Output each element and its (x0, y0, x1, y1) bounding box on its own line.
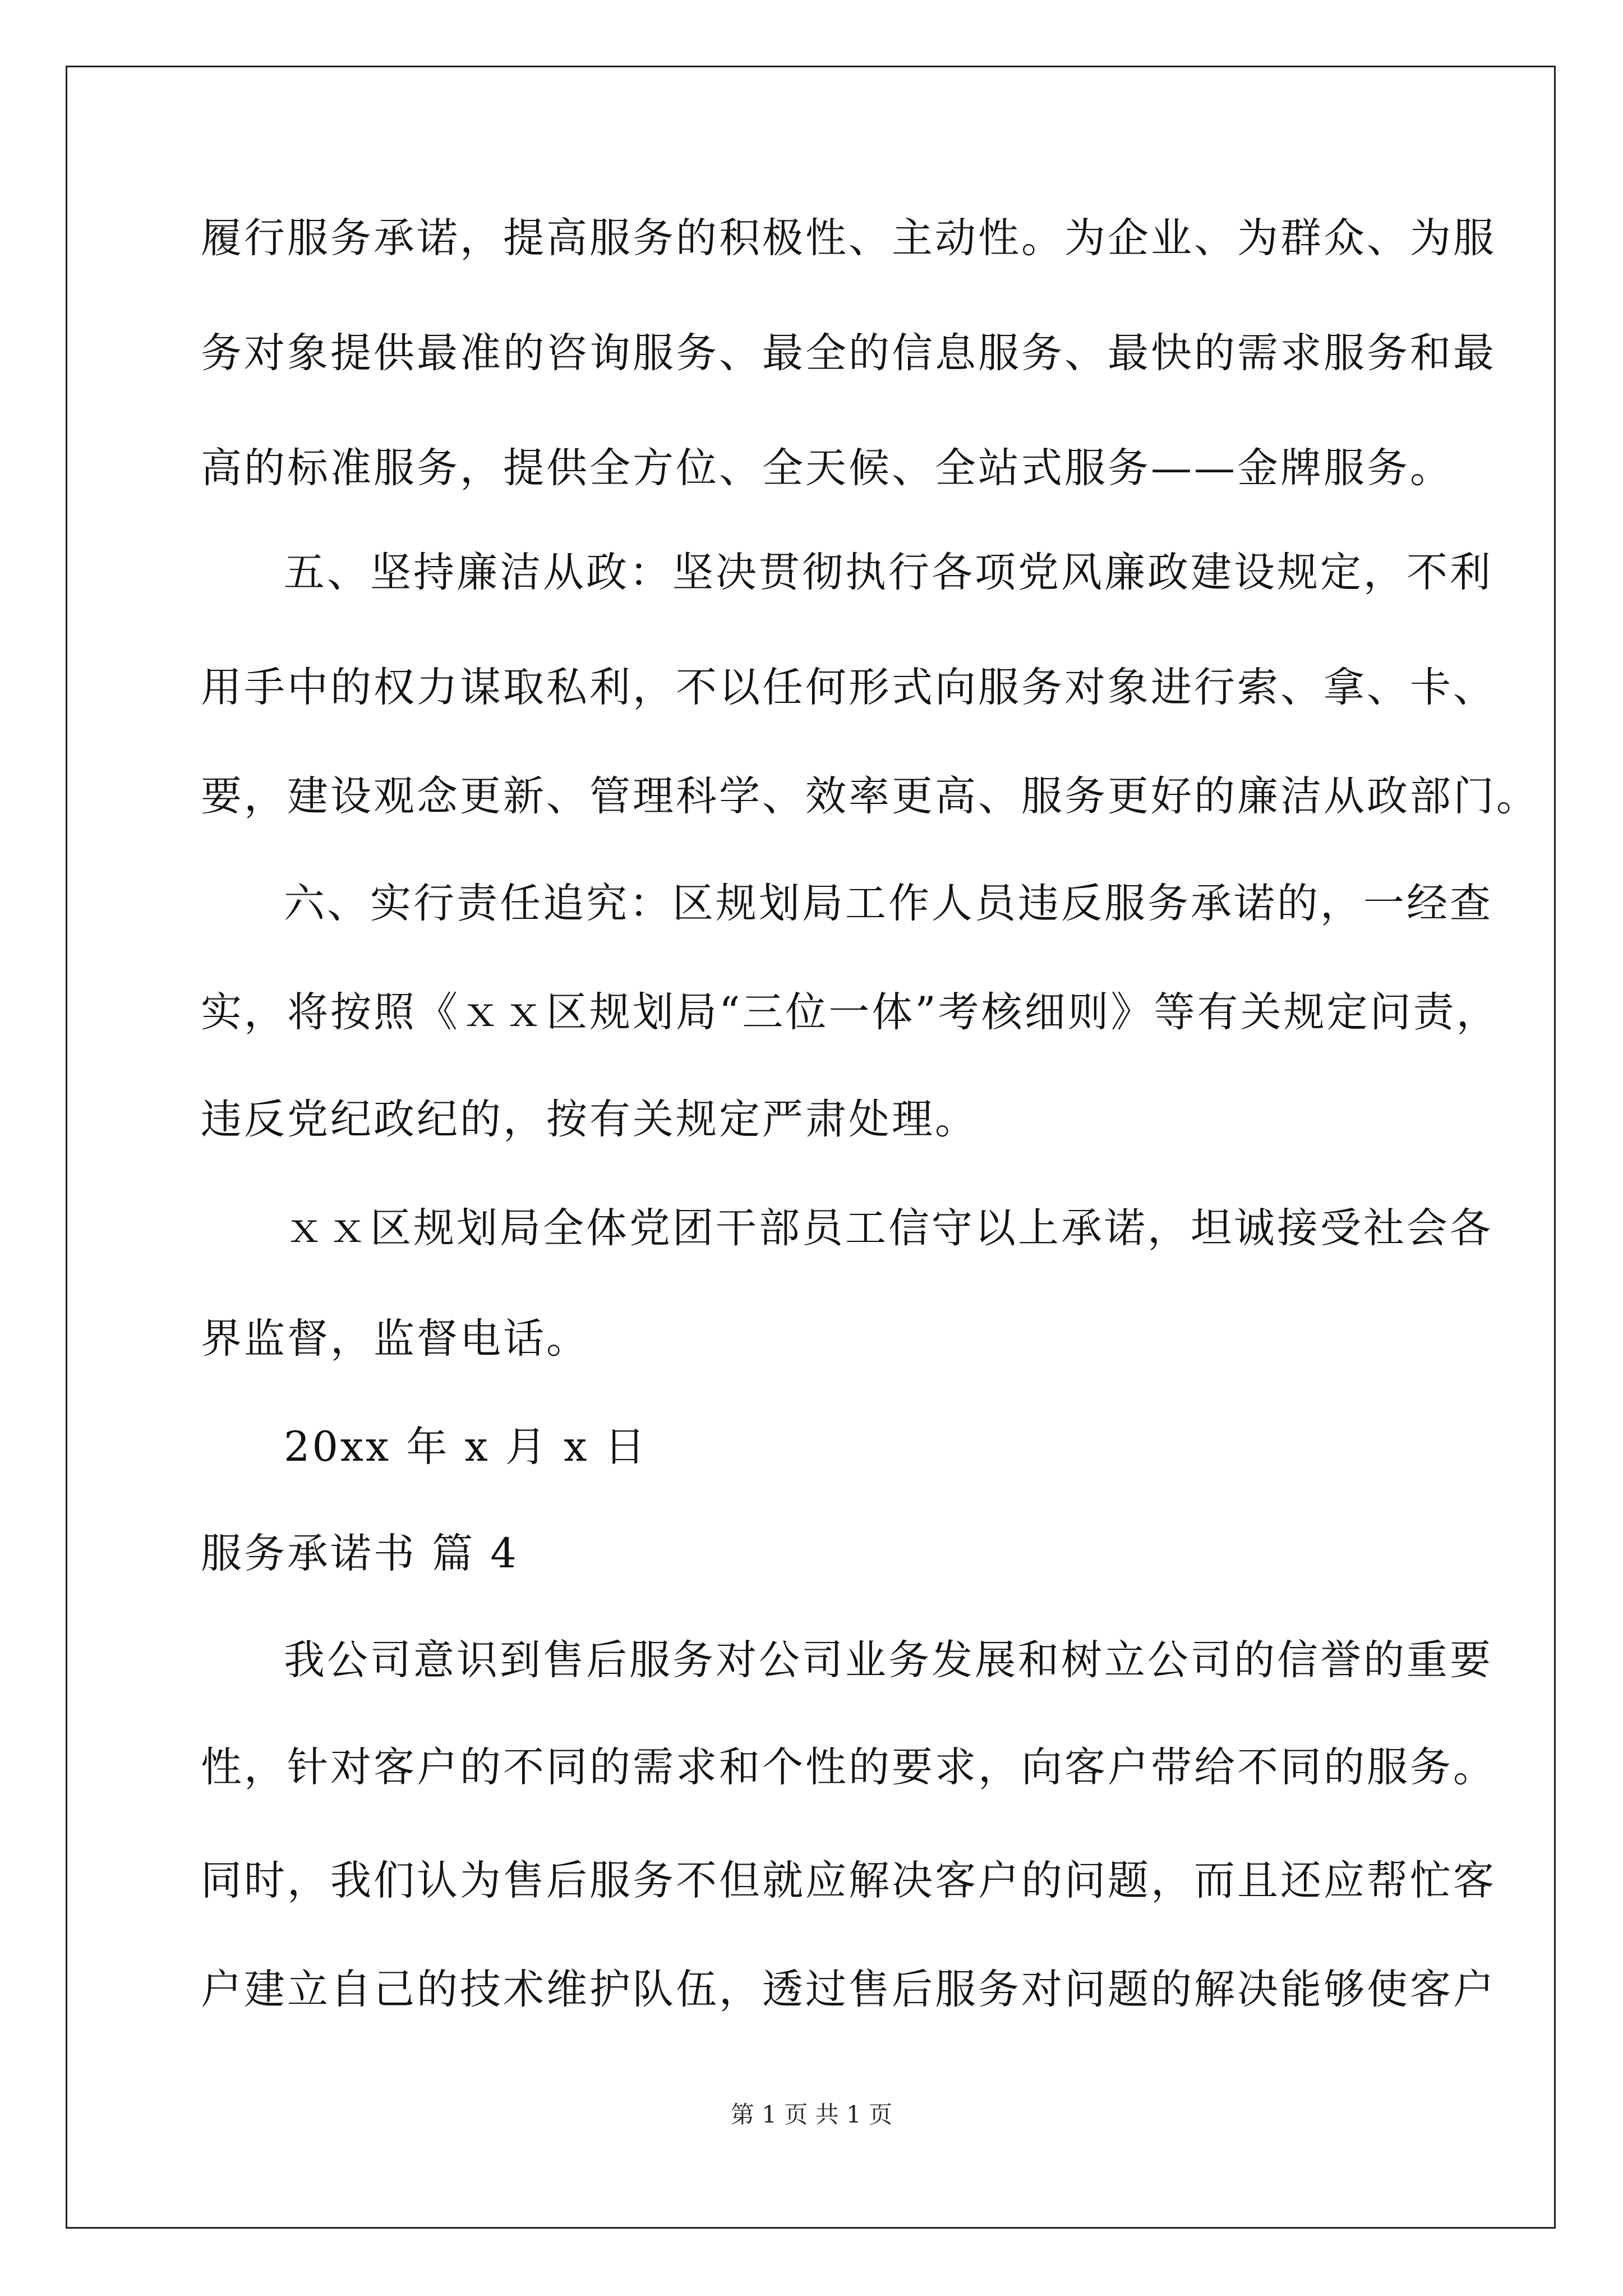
paragraph-line: 务对象提供最准的咨询服务、最全的信息服务、最快的需求服务和最 (201, 329, 1496, 377)
paragraph-line: 高的标准服务，提供全方位、全天候、全站式服务——金牌服务。 (201, 444, 1453, 492)
paragraph-line: 户建立自己的技术维护队伍，透过售后服务对问题的解决能够使客户 (201, 1966, 1496, 2013)
pledge-line: ｘｘ区规划局全体党团干部员工信守以上承诺，坦诚接受社会各 (284, 1204, 1493, 1252)
paragraph-line: 违反党纪政纪的，按有关规定严肃处理。 (201, 1096, 978, 1143)
section-six-line: 六、实行责任追究：区规划局工作人员违反服务承诺的，一经查 (284, 880, 1493, 927)
paragraph-line: 同时，我们认为售后服务不但就应解决客户的问题，而且还应帮忙客 (201, 1857, 1496, 1904)
paragraph-line: 用手中的权力谋取私利，不以任何形式向服务对象进行索、拿、卡、 (201, 664, 1496, 711)
paragraph-line: 要，建设观念更新、管理科学、效率更高、服务更好的廉洁从政部门。 (201, 772, 1539, 820)
paragraph-line: 实，将按照《ｘｘ区规划局“三位一体”考核细则》等有关规定问责， (201, 988, 1500, 1036)
date-line: 20xx 年 x 月 x 日 (284, 1423, 648, 1471)
paragraph-line: 界监督，监督电话。 (201, 1315, 589, 1363)
paragraph-line: 我公司意识到售后服务对公司业务发展和树立公司的信誉的重要 (284, 1636, 1493, 1684)
page-footer: 第 1 页 共 1 页 (730, 2101, 893, 2128)
paragraph-line: 性，针对客户的不同的需求和个性的要求，向客户带给不同的服务。 (201, 1743, 1496, 1791)
paragraph-line: 履行服务承诺，提高服务的积极性、主动性。为企业、为群众、为服 (201, 214, 1496, 262)
section-five-line: 五、坚持廉洁从政：坚决贯彻执行各项党风廉政建设规定，不利 (284, 549, 1493, 596)
section-heading: 服务承诺书 篇 4 (201, 1530, 519, 1577)
